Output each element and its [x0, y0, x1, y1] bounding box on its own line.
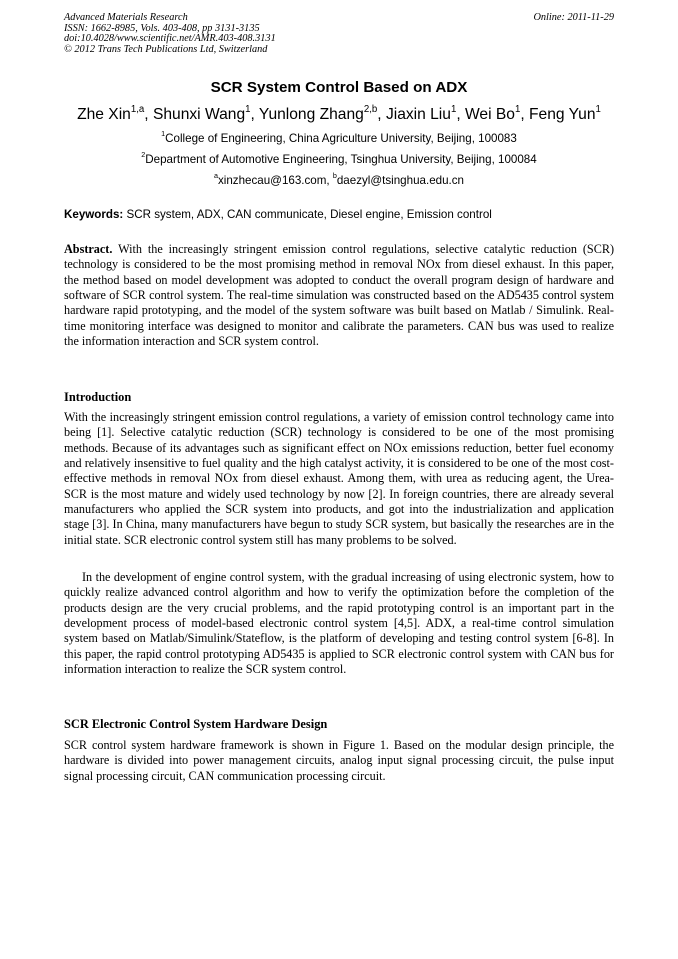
intro-paragraph-1: With the increasingly stringent emission control regulations, a variety of emission control technology came into being [1]. Selective catalytic reduction (SCR) technology is considered to be one of the most promising methods. Because of its advantages such as significant effect on NOx emissions reduction, better fuel economy and relatively insensitive to fuel quality and the high catalyst activity, it is considered to be one of the most cost-effective methods in removal NOx from diesel exhaust. Among them, with urea as reducing agent, the Urea-SCR is the most mature and widely used technology by now [2]. In foreign countries, there are already several manufacturers who applied the SCR system into products, and got into the industrialization and application stage [3]. In China, many manufacturers have begun to study SCR system, but basically the researches are in the initial state. SCR electronic control system still has many problems to be solved.	[64, 410, 614, 547]
doi-line: doi:10.4028/www.scientific.net/AMR.403-408.3131	[64, 33, 276, 45]
affiliation-2: $^2$Department of Automotive Engineering, Tsinghua University, Beijing, 100084	[141, 150, 537, 166]
paper-title: SCR System Control Based on ADX	[210, 79, 468, 96]
journal-name: Advanced Materials Research	[64, 12, 188, 23]
intro-paragraph-2: In the development of engine control system, with the gradual increasing of using electronic system, how to quickly realize advanced control algorithm and how to verify the optimization before the completion of the products design are the very crucial problems, and the rapid prototyping control is an important part in the development process of model-based electronic control system [4,5]. ADX, a real-time control simulation system based on Matlab/Simulink/Stateflow, is the platform of developing and testing control system [6-8]. In this paper, the rapid control prototyping AD5435 is applied to SCR electronic control system with CAN bus for information interaction to realize the SCR system control.	[64, 570, 614, 677]
journal-header	[64, 13, 276, 55]
section-heading-hardware: SCR Electronic Control System Hardware Design	[64, 717, 328, 731]
author: Wei Bo$^1$,	[465, 103, 530, 123]
keywords	[64, 208, 492, 222]
author: Yunlong Zhang$^{2,b}$,	[258, 103, 386, 123]
keywords-text: SCR system, ADX, CAN communicate, Diesel engine, Emission control	[126, 208, 492, 221]
online-date: Online: 2011-11-29	[533, 12, 614, 23]
copyright-line: © 2012 Trans Tech Publications Ltd, Switzerland	[64, 43, 268, 55]
author-emails: $^a$xinzhecau@163.com, $^b$daezyl@tsinghua.edu.cn	[213, 171, 465, 187]
author: Zhe Xin$^{1,a}$,	[77, 103, 153, 123]
section-heading-introduction: Introduction	[64, 390, 132, 404]
hardware-paragraph-1: SCR control system hardware framework is shown in Figure 1. Based on the modular design principle, the hardware is divided into power management circuits, analog input signal processing circuit, the pulse input signal processing circuit, CAN communication processing circuit.	[64, 738, 614, 783]
abstract-label: Abstract.	[64, 242, 113, 256]
author: Jiaxin Liu$^1$,	[385, 103, 465, 123]
affiliation-1: $^1$College of Engineering, China Agriculture University, Beijing, 100083	[161, 129, 517, 145]
abstract	[64, 242, 614, 349]
abstract-text: With the increasingly stringent emission control regulations, selective catalytic reduction (SCR) technology is considered to be the most promising method in removal NOx from diesel exhaust. In this paper, the method based on model development was adopted to conduct the overall program design of hardware and software of SCR control system. The real-time simulation was constructed based on the AD5435 control system hardware rapid prototyping, and the model of the system software was built based on Matlab / Simulink. Real-time monitoring interface was designed to monitor and calibrate the parameters. CAN bus was used to realize the information interaction and SCR system control.	[64, 242, 615, 349]
keywords-label: Keywords:	[64, 208, 124, 221]
author: Feng Yun$^1$	[529, 103, 601, 123]
author-list	[0, 104, 678, 126]
author: Shunxi Wang$^1$,	[152, 103, 259, 123]
issn-line: ISSN: 1662-8985, Vols. 403-408, pp 3131-3135	[64, 22, 260, 34]
